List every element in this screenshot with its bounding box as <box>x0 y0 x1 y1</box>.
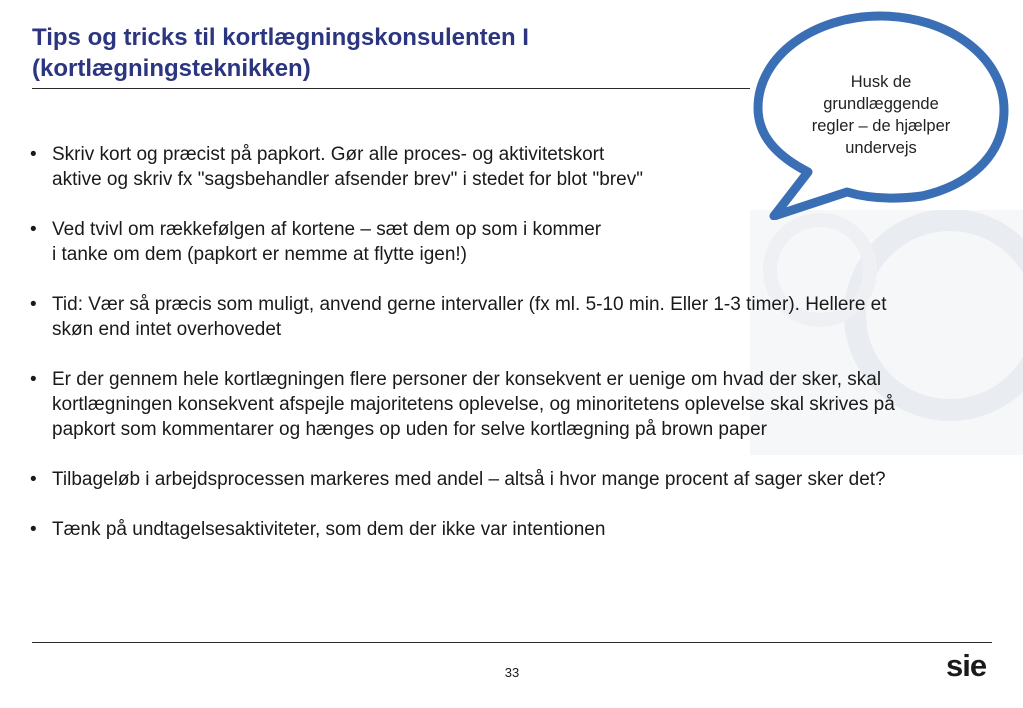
callout-line: undervejs <box>845 139 917 157</box>
bullet-item-6 <box>30 517 1005 542</box>
bullet-icon: • <box>30 294 37 315</box>
bullet-icon: • <box>30 469 37 490</box>
bullet-line: Skriv kort og præcist på papkort. Gør alle proces- og aktivitetskort <box>52 144 605 165</box>
title-divider <box>32 88 750 89</box>
callout-line: Husk de <box>850 73 912 91</box>
bullet-item-3 <box>30 292 1005 342</box>
bullet-list <box>30 142 1005 567</box>
callout-line: regler – de hjælper <box>811 117 951 135</box>
bullet-icon: • <box>30 369 37 390</box>
sie-logo: sie <box>946 648 987 683</box>
bullet-line: Er der gennem hele kortlægningen flere personer der konsekvent er uenige om hvad der sker, skal <box>52 369 882 390</box>
bullet-line: Tænk på undtagelsesaktiviteter, som dem der ikke var intentionen <box>52 519 606 540</box>
bullet-item-4 <box>30 367 1005 442</box>
bullet-line: Tid: Vær så præcis som muligt, anvend gerne intervaller (fx ml. 5-10 min. Eller 1-3 timer). Hellere et <box>52 294 887 315</box>
bullet-line: aktive og skriv fx "sagsbehandler afsender brev" i stedet for blot "brev" <box>52 169 643 190</box>
callout-line: grundlæggende <box>823 95 939 113</box>
bullet-icon: • <box>30 219 37 240</box>
bullet-line: skøn end intet overhovedet <box>52 319 282 340</box>
bullet-item-2 <box>30 217 1005 267</box>
bullet-line: i tanke om dem (papkort er nemme at flytte igen!) <box>52 244 468 265</box>
page-number: 33 <box>504 665 520 680</box>
title-line-1: Tips og tricks til kortlægningskonsulenten I <box>32 24 529 51</box>
bullet-icon: • <box>30 144 37 165</box>
bullet-item-1 <box>30 142 1005 192</box>
bullet-line: papkort som kommentarer og hænges op uden for selve kortlægning på brown paper <box>52 419 768 440</box>
page-title <box>32 22 732 84</box>
bullet-icon: • <box>30 519 37 540</box>
footer-divider <box>32 642 992 643</box>
bullet-line: kortlægningen konsekvent afspejle majoritetens oplevelse, og minoritetens oplevelse skal skrives på <box>52 394 895 415</box>
bullet-line: Ved tvivl om rækkefølgen af kortene – sæt dem op som i kommer <box>52 219 602 240</box>
title-line-2: (kortlægningsteknikken) <box>32 55 311 82</box>
bullet-item-5 <box>30 467 1005 492</box>
bullet-line: Tilbageløb i arbejdsprocessen markeres med andel – altså i hvor mange procent af sager sker det? <box>52 469 886 490</box>
